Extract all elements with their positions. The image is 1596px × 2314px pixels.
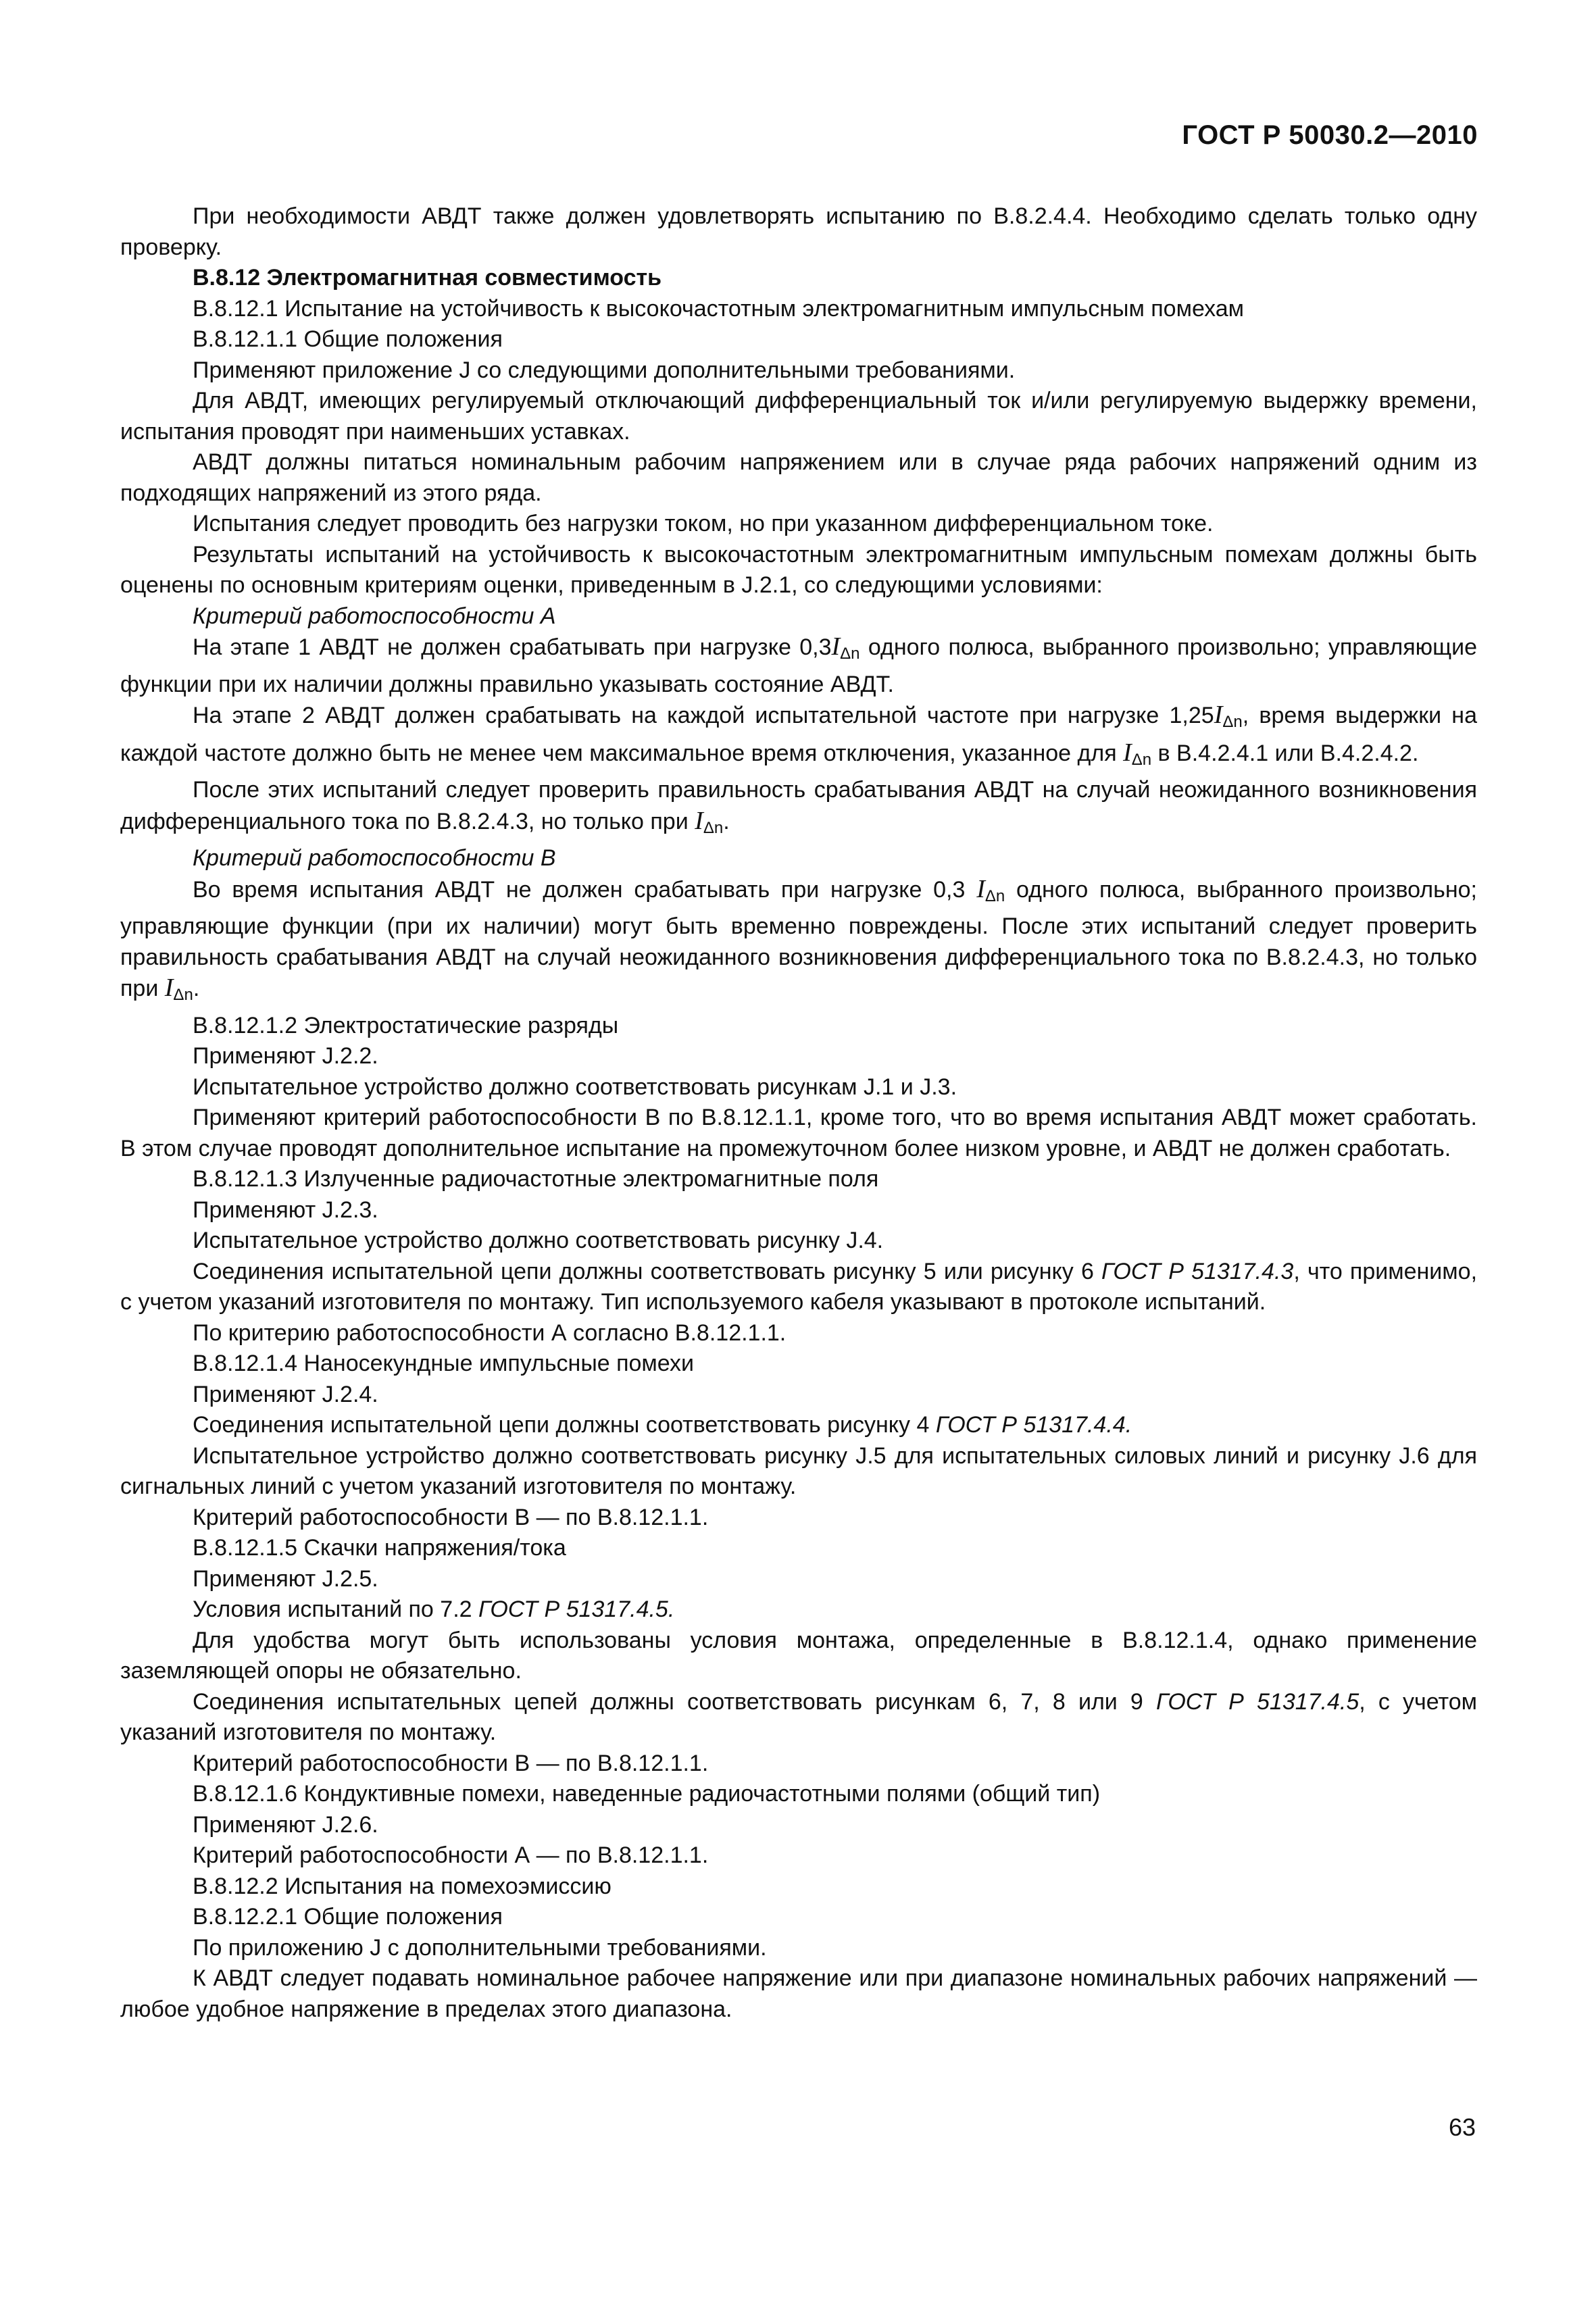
current-symbol — [1214, 701, 1243, 729]
symbol-letter: I — [1214, 701, 1223, 729]
text-run: , что применимо, с учетом указаний изготовителя по монтажу. Тип используемого кабеля указывают в протоколе испытаний. — [120, 1258, 1478, 1315]
paragraph: Испытания следует проводить без нагрузки током, но при указанном дифференциальном токе. — [193, 511, 1214, 536]
paragraph: Для АВДТ, имеющих регулируемый отключающий дифференциальный ток и/или регулируемую выдержку времени, испытания проводят при наименьших уставках. — [120, 388, 1477, 445]
paragraph: По приложению J с дополнительными требованиями. — [193, 1934, 767, 1961]
symbol-subscript: Δn — [840, 645, 860, 663]
symbol-subscript: Δn — [173, 986, 193, 1004]
subsection-heading: B.8.12.1.4 Наносекундные импульсные помехи — [193, 1351, 694, 1376]
criterion-heading: Критерий работоспособности А — [193, 603, 556, 629]
paragraph: АВДТ должны питаться номинальным рабочим напряжением или в случае ряда рабочих напряжений одним из подходящих напряжений из этого ряда. — [120, 449, 1477, 506]
document-body — [120, 201, 1477, 2025]
subsection-heading: B.8.12.2 Испытания на помехоэмиссию — [193, 1873, 612, 1899]
standard-reference: ГОСТ Р 51317.4.3 — [1101, 1258, 1294, 1284]
paragraph: Испытательное устройство должно соответствовать рисунку J.5 для испытательных силовых линий и рисунку J.6 для сигнальных линий с учетом указаний изготовителя по монтажу. — [120, 1442, 1477, 1499]
standard-reference: ГОСТ Р 51317.4.5. — [478, 1596, 675, 1622]
symbol-subscript: Δn — [1222, 713, 1243, 731]
current-symbol — [831, 632, 859, 661]
paragraph — [120, 1687, 1477, 1749]
text-run: одного полюса, выбранного произвольно; управляющие функции (при их наличии) могут быть временно повреждены. После этих испытаний следует проверить правильность срабатывания АВДТ на случай неожиданного возникновения дифференциального тока по B.8.2.4.3, но только при — [120, 876, 1477, 1001]
symbol-subscript: Δn — [703, 818, 724, 837]
current-symbol — [976, 875, 1005, 903]
paragraph: Применяют J.2.5. — [193, 1565, 378, 1592]
subsection-heading: B.8.12.2.1 Общие положения — [193, 1904, 503, 1930]
subsection-heading: B.8.12.1.3 Излученные радиочастотные электромагнитные поля — [193, 1166, 879, 1192]
paragraph: Критерий работоспособности А — по B.8.12.1.1. — [193, 1842, 709, 1868]
subsection-heading: B.8.12.1 Испытание на устойчивость к высокочастотным электромагнитным импульсным помехам — [193, 295, 1245, 322]
text-run: . — [193, 976, 200, 1001]
paragraph: Испытательное устройство должно соответствовать рисункам J.1 и J.3. — [193, 1074, 957, 1100]
text-run: На этапе 1 АВДТ не должен срабатывать при нагрузке 0,3 — [193, 634, 832, 660]
text-run: Соединения испытательной цепи должны соответствовать рисунку 4 — [193, 1412, 936, 1438]
symbol-letter: I — [695, 806, 703, 835]
paragraph — [120, 874, 1477, 1011]
standard-reference: ГОСТ Р 51317.4.4. — [935, 1412, 1132, 1438]
paragraph: Испытательное устройство должно соответствовать рисунку J.4. — [193, 1228, 884, 1253]
paragraph: Применяют J.2.3. — [193, 1197, 378, 1223]
paragraph: При необходимости АВДТ также должен удовлетворять испытанию по B.8.2.4.4. Необходимо сделать только одну проверку. — [120, 203, 1477, 260]
subsection-heading: B.8.12.1.6 Кондуктивные помехи, наведенные радиочастотными полями (общий тип) — [193, 1781, 1101, 1807]
symbol-letter: I — [976, 874, 985, 903]
section-heading: B.8.12 Электромагнитная совместимость — [193, 265, 662, 291]
text-run: Во время испытания АВДТ не должен срабатывать при нагрузке 0,3 — [193, 876, 977, 903]
paragraph: Применяют приложение J со следующими дополнительными требованиями. — [193, 357, 1016, 383]
symbol-subscript: Δn — [1131, 750, 1152, 769]
current-symbol — [165, 974, 193, 1002]
symbol-letter: I — [831, 632, 841, 661]
text-run: . — [723, 808, 730, 834]
text-run: Соединения испытательной цепи должны соответствовать рисунку 5 или рисунку 6 — [193, 1258, 1102, 1284]
paragraph — [120, 1257, 1477, 1318]
paragraph — [120, 632, 1477, 700]
text-run: одного полюса, выбранного произвольно; управляющие функции при их наличии должны правильно указывать состояние АВДТ. — [120, 634, 1477, 697]
paragraph: Применяют J.2.4. — [193, 1381, 378, 1407]
paragraph: К АВДТ следует подавать номинальное рабочее напряжение или при диапазоне номинальных рабочих напряжений — любое удобное напряжение в пределах этого диапазона. — [120, 1965, 1477, 2022]
paragraph: По критерию работоспособности А согласно B.8.12.1.1. — [193, 1319, 787, 1346]
text-run: После этих испытаний следует проверить правильность срабатывания АВДТ на случай неожиданного возникновения дифференциального тока по B.8.2.4.3, но только при — [120, 777, 1477, 834]
text-run: На этапе 2 АВДТ должен срабатывать на каждой испытательной частоте при нагрузке 1,25 — [193, 703, 1214, 728]
paragraph: Критерий работоспособности В — по B.8.12.1.1. — [193, 1750, 709, 1776]
paragraph — [120, 775, 1477, 843]
text-run: Соединения испытательных цепей должны соответствовать рисункам 6, 7, 8 или 9 — [193, 1688, 1156, 1715]
subsection-heading: B.8.12.1.5 Скачки напряжения/тока — [193, 1535, 566, 1561]
paragraph: Для удобства могут быть использованы условия монтажа, определенные в B.8.12.1.4, однако применение заземляющей опоры не обязательно. — [120, 1627, 1477, 1684]
subsection-heading: B.8.12.1.1 Общие положения — [193, 326, 503, 352]
document-id-header: ГОСТ Р 50030.2—2010 — [1182, 120, 1478, 150]
paragraph: Критерий работоспособности В — по B.8.12.1.1. — [193, 1504, 709, 1530]
subsection-heading: B.8.12.1.2 Электростатические разряды — [193, 1012, 619, 1038]
current-symbol — [695, 807, 723, 835]
text-run: , с учетом указаний изготовителя по монтажу. — [120, 1688, 1477, 1745]
paragraph: Результаты испытаний на устойчивость к высокочастотным электромагнитным импульсным помехам должны быть оценены по основным критериям оценки, приведенным в J.2.1, со следующими условиями: — [120, 541, 1477, 598]
symbol-letter: I — [164, 974, 174, 1002]
text-run: Условия испытаний по 7.2 — [193, 1596, 478, 1622]
paragraph — [120, 1594, 1477, 1626]
page-number: 63 — [1448, 2113, 1476, 2141]
paragraph: Применяют J.2.6. — [193, 1811, 378, 1838]
symbol-subscript: Δn — [984, 886, 1005, 905]
paragraph: Применяют критерий работоспособности В по B.8.12.1.1, кроме того, что во время испытания АВДТ может сработать. В этом случае проводят дополнительное испытание на промежуточном более низком уровне, и АВДТ не должен сработать. — [120, 1105, 1477, 1161]
criterion-heading: Критерий работоспособности В — [193, 845, 556, 871]
paragraph: Применяют J.2.2. — [193, 1043, 378, 1069]
text-run: , время выдержки на каждой частоте должно быть не менее чем максимальное время отключения, указанное для — [120, 703, 1477, 766]
current-symbol — [1123, 738, 1151, 767]
symbol-letter: I — [1123, 738, 1132, 767]
text-run: в B.4.2.4.1 или B.4.2.4.2. — [1151, 740, 1419, 766]
paragraph — [120, 1410, 1477, 1441]
standard-reference: ГОСТ Р 51317.4.5 — [1156, 1688, 1360, 1715]
paragraph — [120, 700, 1477, 775]
